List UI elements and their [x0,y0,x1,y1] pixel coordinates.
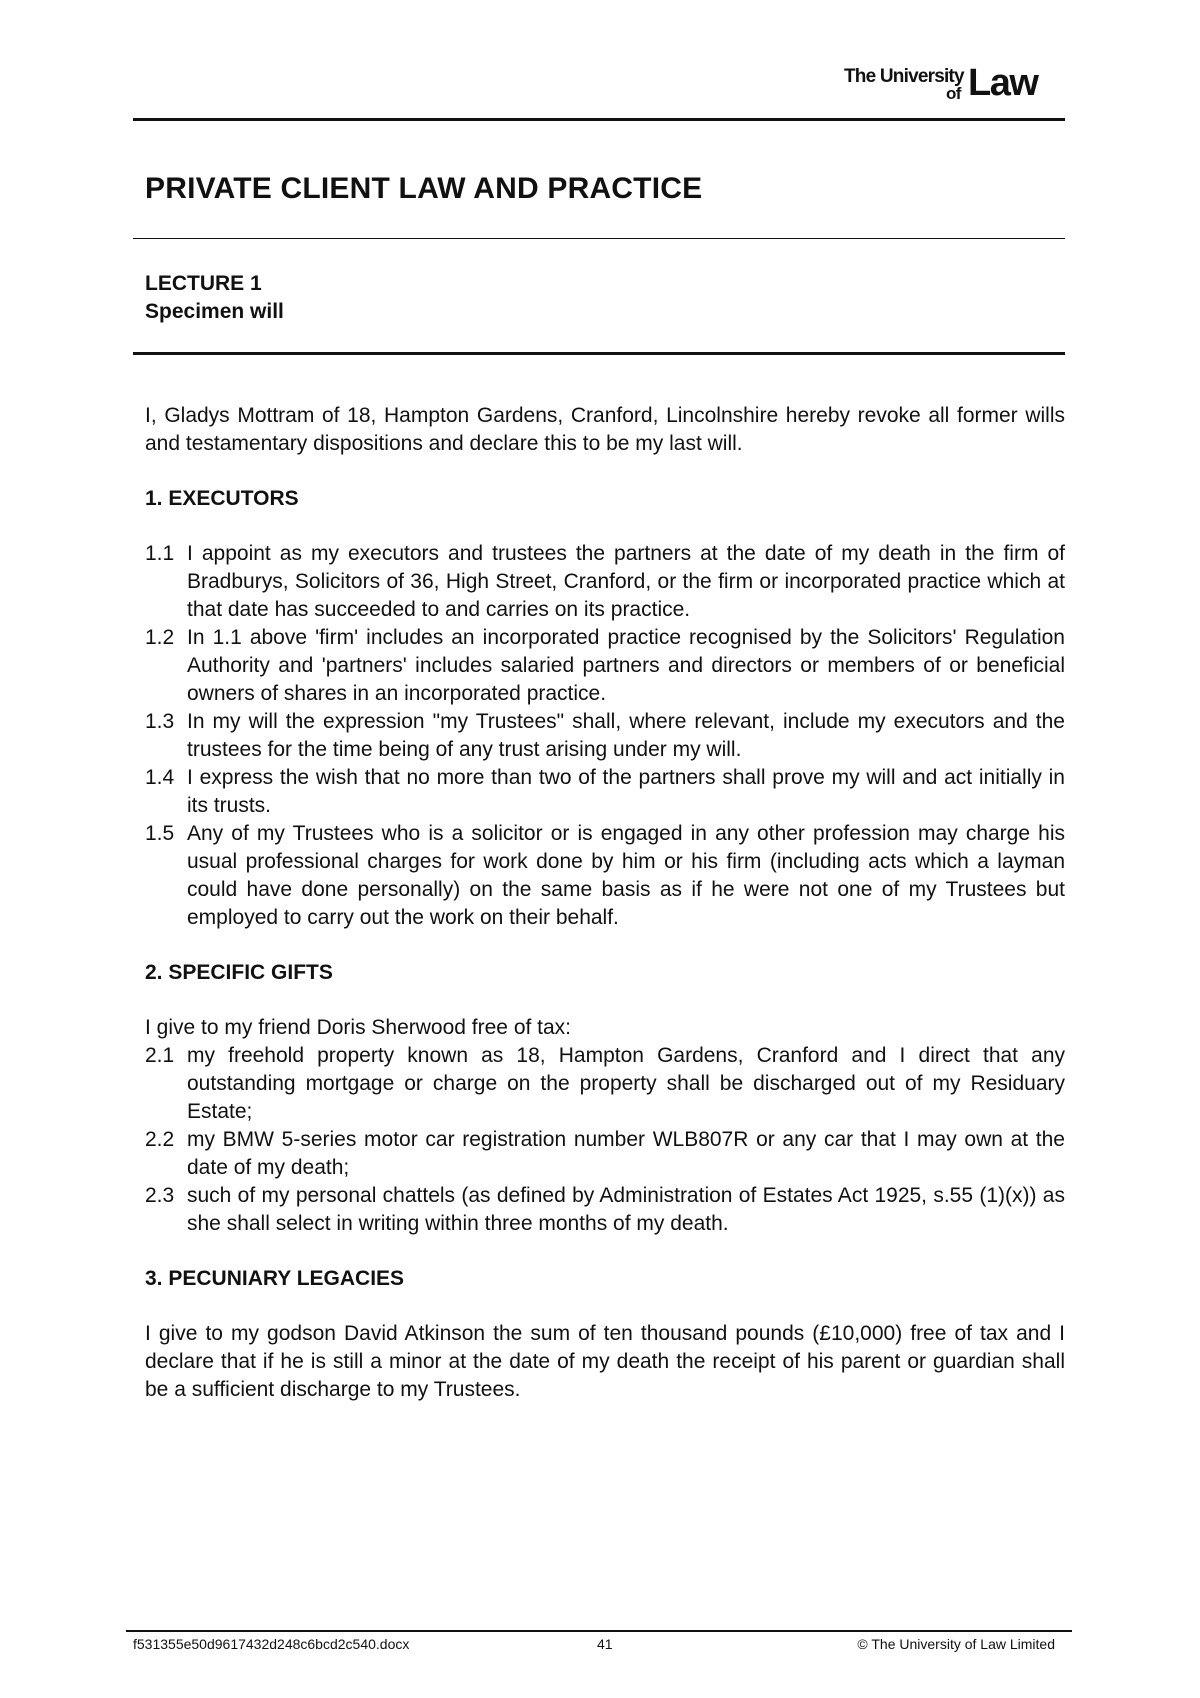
clause-number: 1.4 [145,766,175,789]
title-divider [133,238,1065,239]
pecuniary-legacies-body: I give to my godson David Atkinson the sum of ten thousand pounds (£10,000) free of tax and I declare that if he is still a minor at the date of my death the receipt of his parent or guardian shall be a sufficient discharge to my Trustees. [145,1322,1065,1401]
footer-copyright: © The University of Law Limited [857,1636,1055,1652]
clause-number: 1.1 [145,542,175,565]
page-footer [133,1636,1065,1656]
logo-line-3: Law [968,62,1038,104]
specific-gifts-lead: I give to my friend Doris Sherwood free of tax: [145,1016,572,1039]
intro-paragraph: I, Gladys Mottram of 18, Hampton Gardens, Cranford, Lincolnshire hereby revoke all former wills and testamentary dispositions and declare this to be my last will. [145,404,1065,455]
clause-1-4 [145,764,1065,820]
clause-1-3 [145,708,1065,764]
university-logo [844,62,1054,108]
section-heading-pecuniary-legacies: 3. PECUNIARY LEGACIES [145,1267,405,1290]
clause-text: I express the wish that no more than two of the partners shall prove my will and act initially in its trusts. [187,766,1065,817]
clause-2-2 [145,1126,1065,1182]
clause-text: such of my personal chattels (as defined by Administration of Estates Act 1925, s.55 (1)(x)) as she shall select in writing within three months of my death. [187,1184,1065,1235]
clause-2-3 [145,1182,1065,1238]
clause-number: 1.2 [145,626,175,649]
clause-number: 1.5 [145,822,175,845]
section-heading-specific-gifts: 2. SPECIFIC GIFTS [145,961,333,984]
clause-text: my freehold property known as 18, Hampton Gardens, Cranford and I direct that any outstanding mortgage or charge on the property shall be discharged out of my Residuary Estate; [187,1044,1065,1123]
clause-text: my BMW 5-series motor car registration number WLB807R or any car that I may own at the date of my death; [187,1128,1065,1179]
clause-number: 1.3 [145,710,175,733]
lecture-number: LECTURE 1 [145,272,262,295]
lecture-subtitle: Specimen will [145,300,284,323]
lecture-divider [133,352,1065,355]
clause-text: In 1.1 above 'firm' includes an incorporated practice recognised by the Solicitors' Regulation Authority and 'partners' includes salaried partners and directors or members of or beneficial owners of shares in an incorporated practice. [187,626,1065,705]
footer-filename: f531355e50d9617432d248c6bcd2c540.docx [133,1636,410,1652]
logo-line-2: of [946,84,961,103]
lecture-heading [145,270,284,326]
clause-2-1 [145,1042,1065,1126]
footer-page-number: 41 [597,1636,613,1652]
header-divider [133,118,1065,121]
section-heading-executors: 1. EXECUTORS [145,487,299,510]
clause-number: 2.3 [145,1184,175,1207]
clause-text: I appoint as my executors and trustees the partners at the date of my death in the firm of Bradburys, Solicitors of 36, High Street, Cranford, or the firm or incorporated practice which at that date has succeeded to and carries on its practice. [187,542,1065,621]
clause-1-5 [145,820,1065,932]
footer-divider [126,1630,1072,1632]
clause-text: Any of my Trustees who is a solicitor or is engaged in any other profession may charge his usual professional charges for work done by him or his firm (including acts which a layman could have done personally) on the same basis as if he were not one of my Trustees but employed to carry out the work on their behalf. [187,822,1065,929]
logo-line-1: The University [844,66,964,87]
clause-1-1 [145,540,1065,624]
will-body [145,402,1065,1404]
clause-number: 2.1 [145,1044,175,1067]
clause-1-2 [145,624,1065,708]
clause-text: In my will the expression "my Trustees" shall, where relevant, include my executors and the trustees for the time being of any trust arising under my will. [187,710,1065,761]
page-title: PRIVATE CLIENT LAW AND PRACTICE [145,172,703,205]
clause-number: 2.2 [145,1128,175,1151]
